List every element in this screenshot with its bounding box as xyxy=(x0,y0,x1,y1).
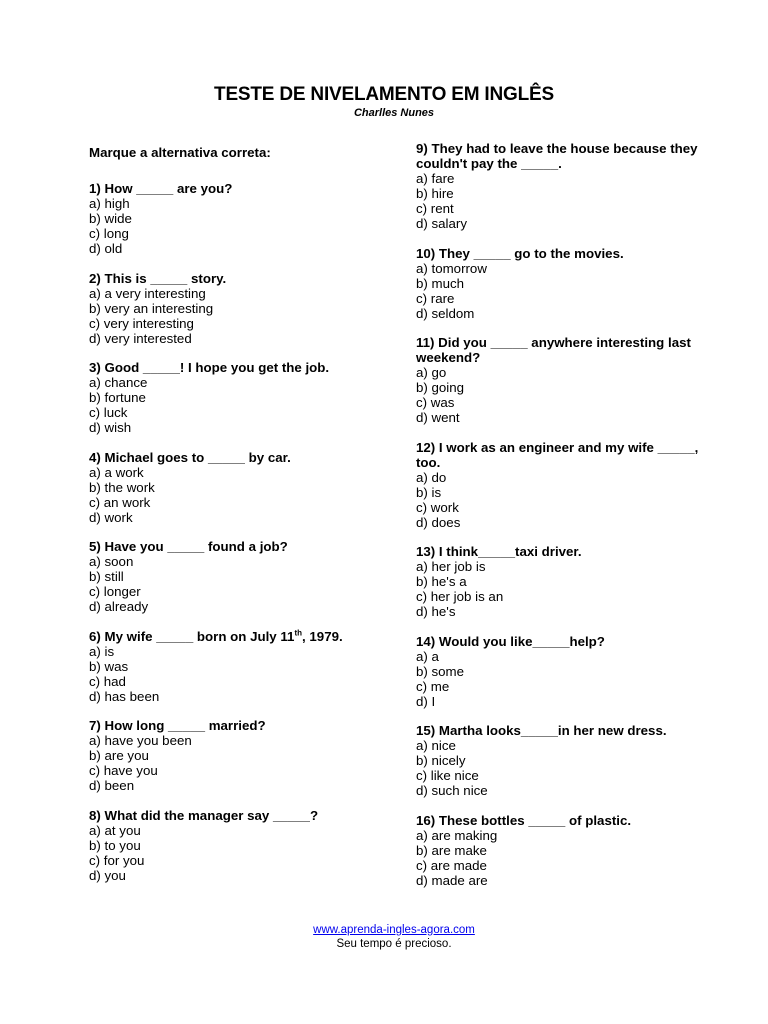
question-text: 5) Have you _____ found a job? xyxy=(89,539,288,554)
answer-option: d) salary xyxy=(416,216,467,231)
answer-option: b) to you xyxy=(89,837,141,853)
answer-option: d) old xyxy=(89,241,123,256)
answer-option: b) the work xyxy=(89,479,155,495)
answer-option: a) high xyxy=(89,196,130,211)
question-stem xyxy=(416,246,716,261)
question-text: 1) How _____ are you? xyxy=(89,181,233,196)
answer-option: a) go xyxy=(416,365,447,380)
answer-option: d) does xyxy=(416,514,461,530)
answer-option: a) soon xyxy=(89,554,134,569)
answer-option: c) like nice xyxy=(416,768,479,783)
author-name: Charlles Nunes xyxy=(353,107,435,119)
answer-option: b) was xyxy=(89,658,129,674)
answer-option: d) has been xyxy=(89,688,160,704)
answer-option: a) is xyxy=(89,643,115,659)
answer-option: a) are making xyxy=(416,827,498,843)
question-stem xyxy=(416,141,716,171)
question-text: 16) These bottles _____ of plastic. xyxy=(416,812,632,828)
question-stem xyxy=(89,808,389,823)
answer-option: c) long xyxy=(89,226,129,241)
question-block xyxy=(89,539,389,614)
answer-option: c) for you xyxy=(89,852,145,868)
answer-option: c) very interesting xyxy=(89,315,194,331)
question-block xyxy=(416,634,716,709)
question-block xyxy=(416,440,716,530)
answer-option: c) longer xyxy=(89,584,141,599)
answer-option: c) work xyxy=(416,499,459,515)
answer-option: c) are made xyxy=(416,857,487,873)
answer-option: d) made are xyxy=(416,872,488,888)
answer-option: a) do xyxy=(416,469,447,485)
answer-option: d) I xyxy=(416,693,436,709)
answer-option: d) work xyxy=(89,509,133,525)
answer-option: b) going xyxy=(416,380,465,395)
question-block xyxy=(416,544,716,619)
answer-option: b) much xyxy=(416,275,465,291)
question-stem xyxy=(416,440,716,470)
answer-option: b) still xyxy=(89,569,124,584)
instruction-text: Marque a alternativa correta: xyxy=(89,145,271,160)
question-stem xyxy=(89,718,389,733)
question-stem xyxy=(416,544,716,559)
question-text: 8) What did the manager say _____? xyxy=(89,807,319,823)
answer-option: c) luck xyxy=(89,405,128,420)
question-block xyxy=(89,808,389,883)
answer-option: d) been xyxy=(89,778,135,793)
question-block xyxy=(89,450,389,525)
ordinal-suffix: th xyxy=(294,628,303,638)
footer-tagline: Seu tempo é precioso. xyxy=(336,938,452,950)
answer-option: c) was xyxy=(416,395,455,410)
question-list-right xyxy=(416,141,716,888)
answer-option: b) fortune xyxy=(89,390,146,405)
answer-option: b) he's a xyxy=(416,574,467,589)
question-block xyxy=(89,181,389,256)
question-stem xyxy=(416,723,716,738)
question-stem xyxy=(89,629,389,644)
answer-option: a) have you been xyxy=(89,733,192,748)
question-block xyxy=(416,335,716,425)
answer-option: a) her job is xyxy=(416,559,486,574)
question-block xyxy=(416,813,716,888)
question-text: 7) How long _____ married? xyxy=(89,718,266,733)
question-block xyxy=(89,271,389,346)
question-stem xyxy=(416,335,716,365)
answer-option: a) tomorrow xyxy=(416,260,487,276)
question-text: 14) Would you like_____help? xyxy=(416,633,605,649)
question-block xyxy=(416,246,716,321)
answer-option: b) wide xyxy=(89,211,132,226)
answer-option: d) seldom xyxy=(416,305,475,321)
answer-option: d) you xyxy=(89,867,126,883)
question-block xyxy=(416,723,716,798)
question-stem xyxy=(89,450,389,465)
question-block xyxy=(89,718,389,793)
website-link[interactable]: www.aprenda-ingles-agora.com xyxy=(313,924,475,936)
answer-option: d) went xyxy=(416,410,460,425)
question-text: 3) Good _____! I hope you get the job. xyxy=(89,360,330,375)
question-text: 11) Did you _____ anywhere interesting last weekend? xyxy=(416,335,691,365)
question-text: 6) My wife _____ born on July 11 xyxy=(89,628,295,644)
question-stem xyxy=(416,634,716,649)
answer-option: d) wish xyxy=(89,420,132,435)
question-block xyxy=(89,629,389,704)
left-column xyxy=(89,145,389,897)
document-title: TESTE DE NIVELAMENTO EM INGLÊS xyxy=(214,84,554,105)
question-block xyxy=(89,360,389,435)
question-text: 2) This is _____ story. xyxy=(89,270,227,286)
question-text: 4) Michael goes to _____ by car. xyxy=(89,449,291,465)
answer-option: a) at you xyxy=(89,822,141,838)
answer-option: a) chance xyxy=(89,375,148,390)
answer-option: c) her job is an xyxy=(416,589,504,604)
answer-option: c) an work xyxy=(89,494,151,510)
answer-option: a) fare xyxy=(416,171,455,186)
answer-option: b) are you xyxy=(89,748,149,763)
question-text: 15) Martha looks_____in her new dress. xyxy=(416,723,667,738)
answer-option: d) such nice xyxy=(416,783,488,798)
answer-option: b) nicely xyxy=(416,753,466,768)
answer-option: c) rent xyxy=(416,201,454,216)
answer-option: a) a xyxy=(416,648,439,664)
footer xyxy=(0,923,768,951)
answer-option: b) very an interesting xyxy=(89,300,214,316)
answer-option: d) he's xyxy=(416,604,456,619)
answer-option: d) very interested xyxy=(89,330,192,346)
answer-option: a) a very interesting xyxy=(89,285,206,301)
right-column xyxy=(416,141,716,902)
question-stem xyxy=(416,813,716,828)
question-stem xyxy=(89,271,389,286)
question-stem xyxy=(89,360,389,375)
question-text-end: , 1979. xyxy=(302,628,343,644)
answer-option: d) already xyxy=(89,599,149,614)
answer-option: b) are make xyxy=(416,842,487,858)
question-list-left xyxy=(89,181,389,883)
question-block xyxy=(416,141,716,231)
answer-option: c) have you xyxy=(89,763,158,778)
answer-option: b) is xyxy=(416,484,442,500)
question-text: 12) I work as an engineer and my wife _____, too. xyxy=(416,439,699,470)
answer-option: a) a work xyxy=(89,464,144,480)
question-stem xyxy=(89,539,389,554)
answer-option: c) had xyxy=(89,673,126,689)
question-stem xyxy=(89,181,389,196)
question-text: 13) I think_____taxi driver. xyxy=(416,544,582,559)
answer-option: a) nice xyxy=(416,738,456,753)
answer-option: c) me xyxy=(416,678,450,694)
answer-option: c) rare xyxy=(416,290,455,306)
question-text: 9) They had to leave the house because they couldn't pay the _____. xyxy=(416,141,698,171)
question-text: 10) They _____ go to the movies. xyxy=(416,245,624,261)
answer-option: b) hire xyxy=(416,186,454,201)
answer-option: b) some xyxy=(416,663,465,679)
